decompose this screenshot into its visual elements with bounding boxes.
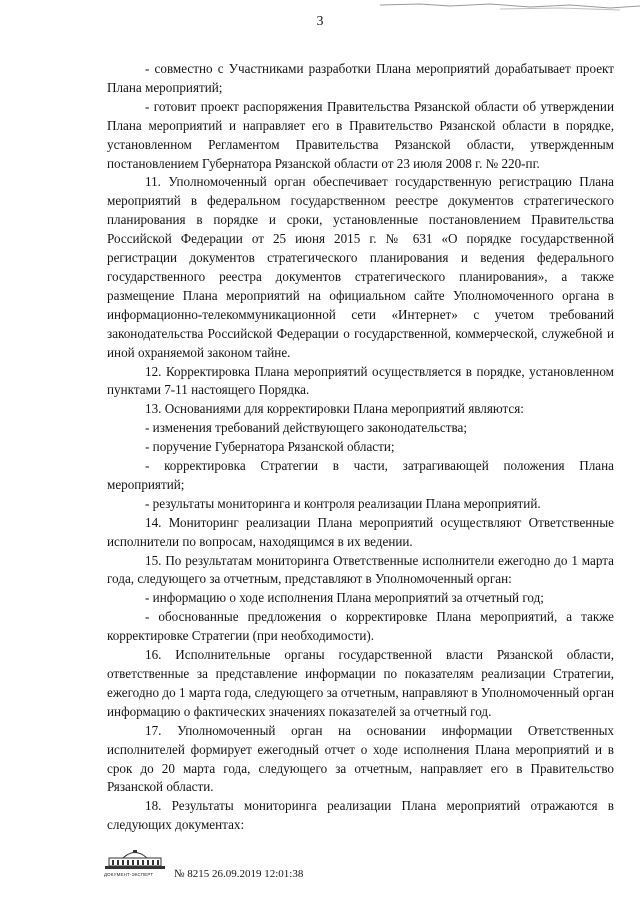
paragraph: - корректировка Стратегии в части, затрагивающей положения Плана мероприятий; xyxy=(107,458,614,492)
paragraph: 18. Результаты мониторинга реализации Плана мероприятий отражаются в следующих документах: xyxy=(107,798,614,833)
scan-edge-noise xyxy=(380,0,640,10)
paragraph: 13. Основаниями для корректировки Плана мероприятий являются: xyxy=(145,401,524,417)
stamp-label: ДОКУМЕНТ-ЭКСПЕРТ xyxy=(104,872,154,877)
paragraph: - поручение Губернатора Рязанской области; xyxy=(145,439,395,455)
paragraph: 12. Корректировка Плана мероприятий осуществляется в порядке, установленном пунктами 7-11 настоящего Порядка. xyxy=(107,363,614,398)
paragraph: - результаты мониторинга и контроля реализации Плана мероприятий. xyxy=(145,495,541,511)
paragraph: 11. Уполномоченный орган обеспечивает государственную регистрацию Плана мероприятий в федеральном государственном реестре документов стратегического планирования в порядке и сроки, установленные постановлением Правительства Российской Федерации от 25 июня 2015 г. № 631 «О порядке государственной регистрации документов стратегического планирования и ведения федерального государственного реестра документов стратегического планирования», а также размещение Плана мероприятий на официальном сайте Уполномоченного органа в информационно-телекоммуникационной сети «Интернет» с учетом требований законодательства Российской Федерации о государственной, коммерческой, служебной и иной охраняемой законом тайне. xyxy=(107,174,614,360)
document-body xyxy=(107,60,614,835)
registration-number: № 8215 26.09.2019 12:01:38 xyxy=(174,868,304,880)
paragraph: - обоснованные предложения о корректировке Плана мероприятий, а также корректировке Стратегии (при необходимости). xyxy=(107,609,614,644)
paragraph: 16. Исполнительные органы государственной власти Рязанской области, ответственные за представление информации по показателям реализации Стратегии, ежегодно до 1 марта года, следующего за отчетным, направляют в Уполномоченный орган информацию о фактических значениях показателей за отчетный год. xyxy=(107,647,614,719)
paragraph: - готовит проект распоряжения Правительства Рязанской области об утверждении Плана мероприятий и направляет его в Правительство Рязанской области в порядке, установленном Регламентом Правительства Рязанской области, утвержденным постановлением Губернатора Рязанской области от 23 июля 2008 г. № 220-пг. xyxy=(107,98,614,171)
paragraph: - совместно с Участниками разработки Плана мероприятий дорабатывает проект Плана мероприятий; xyxy=(107,61,614,95)
document-stamp-logo xyxy=(103,848,167,882)
page-number: 3 xyxy=(316,14,324,29)
paragraph: - изменения требований действующего законодательства; xyxy=(145,420,467,436)
building-icon xyxy=(103,848,167,872)
paragraph: 15. По результатам мониторинга Ответственные исполнители ежегодно до 1 марта года, следующего за отчетным, представляют в Уполномоченный орган: xyxy=(107,552,614,587)
paragraph: 14. Мониторинг реализации Плана мероприятий осуществляют Ответственные исполнители по вопросам, находящимся в их ведении. xyxy=(107,514,614,549)
paragraph: - информацию о ходе исполнения Плана мероприятий за отчетный год; xyxy=(145,590,544,606)
paragraph: 17. Уполномоченный орган на основании информации Ответственных исполнителей формирует ежегодный отчет о ходе исполнения Плана мероприятий и в срок до 20 марта года, следующего за отчетным, направляет его в Правительство Рязанской области. xyxy=(107,722,614,795)
